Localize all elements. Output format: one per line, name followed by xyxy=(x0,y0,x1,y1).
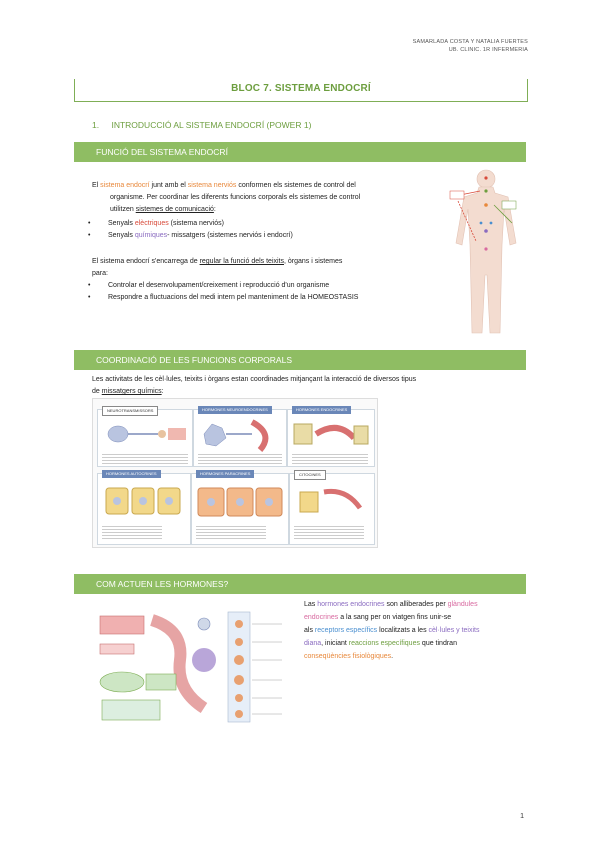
tile-hormones-neuroendocrines xyxy=(193,409,287,467)
tile-hormones-autocrines xyxy=(97,473,191,545)
tile-label: NEUROTRANSMISSORS xyxy=(102,406,158,416)
list-item: • Controlar el desenvolupament/creixement i reproducció d'un organisme xyxy=(108,280,358,292)
hormone-action-diagram xyxy=(92,600,298,728)
body-endocrine-illustration xyxy=(446,165,528,337)
list-item: • Senyals elèctriques (sistema nerviós) xyxy=(108,218,293,230)
bullet-list-funcions xyxy=(108,280,358,304)
neuron-icon xyxy=(98,416,192,456)
neuroendocrine-cell-icon xyxy=(194,416,286,456)
tile-label: HORMONES ENDOCRINES xyxy=(292,406,351,414)
tile-label: HORMONES PARACRINES xyxy=(196,470,254,478)
section-heading xyxy=(92,120,311,130)
tile-label: HORMONES NEUROENDOCRINES xyxy=(198,406,272,414)
chapter-title-box xyxy=(74,79,528,102)
section-label: INTRODUCCIÓ AL SISTEMA ENDOCRÍ (POWER 1) xyxy=(111,120,312,130)
paragraph-missatgers: Les activitats de les cèl·lules, teixits i òrgans estan coordinades mitjançant la interacció de diversos tipus de missatgers químics: xyxy=(92,376,417,395)
tile-hormones-endocrines xyxy=(287,409,375,467)
page-number: 1 xyxy=(520,813,524,820)
tile-label: CITOCINES xyxy=(294,470,326,480)
list-item: • Senyals químiques- missatgers (sistemes nerviós i endocrí) xyxy=(108,230,293,242)
chapter-title: BLOC 7. SISTEMA ENDOCRÍ xyxy=(231,83,371,94)
paracrine-cells-icon xyxy=(192,482,288,522)
cytokine-cell-icon xyxy=(290,482,374,522)
tile-citocines xyxy=(289,473,375,545)
section-number: 1. xyxy=(92,120,100,130)
paragraph-hormones: Las hormones endocrines son alliberades per glàndules endocrines a la sang per on viatgen fins unir-se als receptors específics localitzats a les cèl·lules y teixits diana, iniciant reaccions específiques que tindran conseqüències fisiològiques. xyxy=(304,601,480,660)
header-authors: SAMARLADA COSTA Y NATALIA FUERTES xyxy=(412,39,528,45)
endocrine-cell-icon xyxy=(288,416,374,456)
band-com-actuen: COM ACTUEN LES HORMONES? xyxy=(74,574,526,594)
paragraph-intro: El sistema endocrí junt amb el sistema nerviós conformen els sistemes de control del organisme. Per coordinar les diferents funcions corporals els sistemes de control utilitzen sistemes de comunicació: xyxy=(92,182,361,213)
messenger-types-figure xyxy=(92,398,378,548)
header-course: UB. CLINIC. 1R INFERMERIA xyxy=(448,47,528,53)
band-coordinacio: COORDINACIÓ DE LES FUNCIONS CORPORALS xyxy=(74,350,526,370)
page-header xyxy=(413,38,528,54)
tile-hormones-paracrines xyxy=(191,473,289,545)
autocrine-cells-icon xyxy=(98,482,190,522)
tile-label: HORMONES AUTOCRINES xyxy=(102,470,161,478)
band-funcio: FUNCIÓ DEL SISTEMA ENDOCRÍ xyxy=(74,142,526,162)
paragraph-regulacio: El sistema endocrí s'encarrega de regular la funció dels teixits, òrgans i sistemes para: xyxy=(92,258,343,277)
bullet-list-senyals xyxy=(108,218,293,242)
tile-neurotransmissors xyxy=(97,409,193,467)
list-item: • Respondre a fluctuacions del medi intern pel manteniment de la HOMEOSTASIS xyxy=(108,292,358,304)
